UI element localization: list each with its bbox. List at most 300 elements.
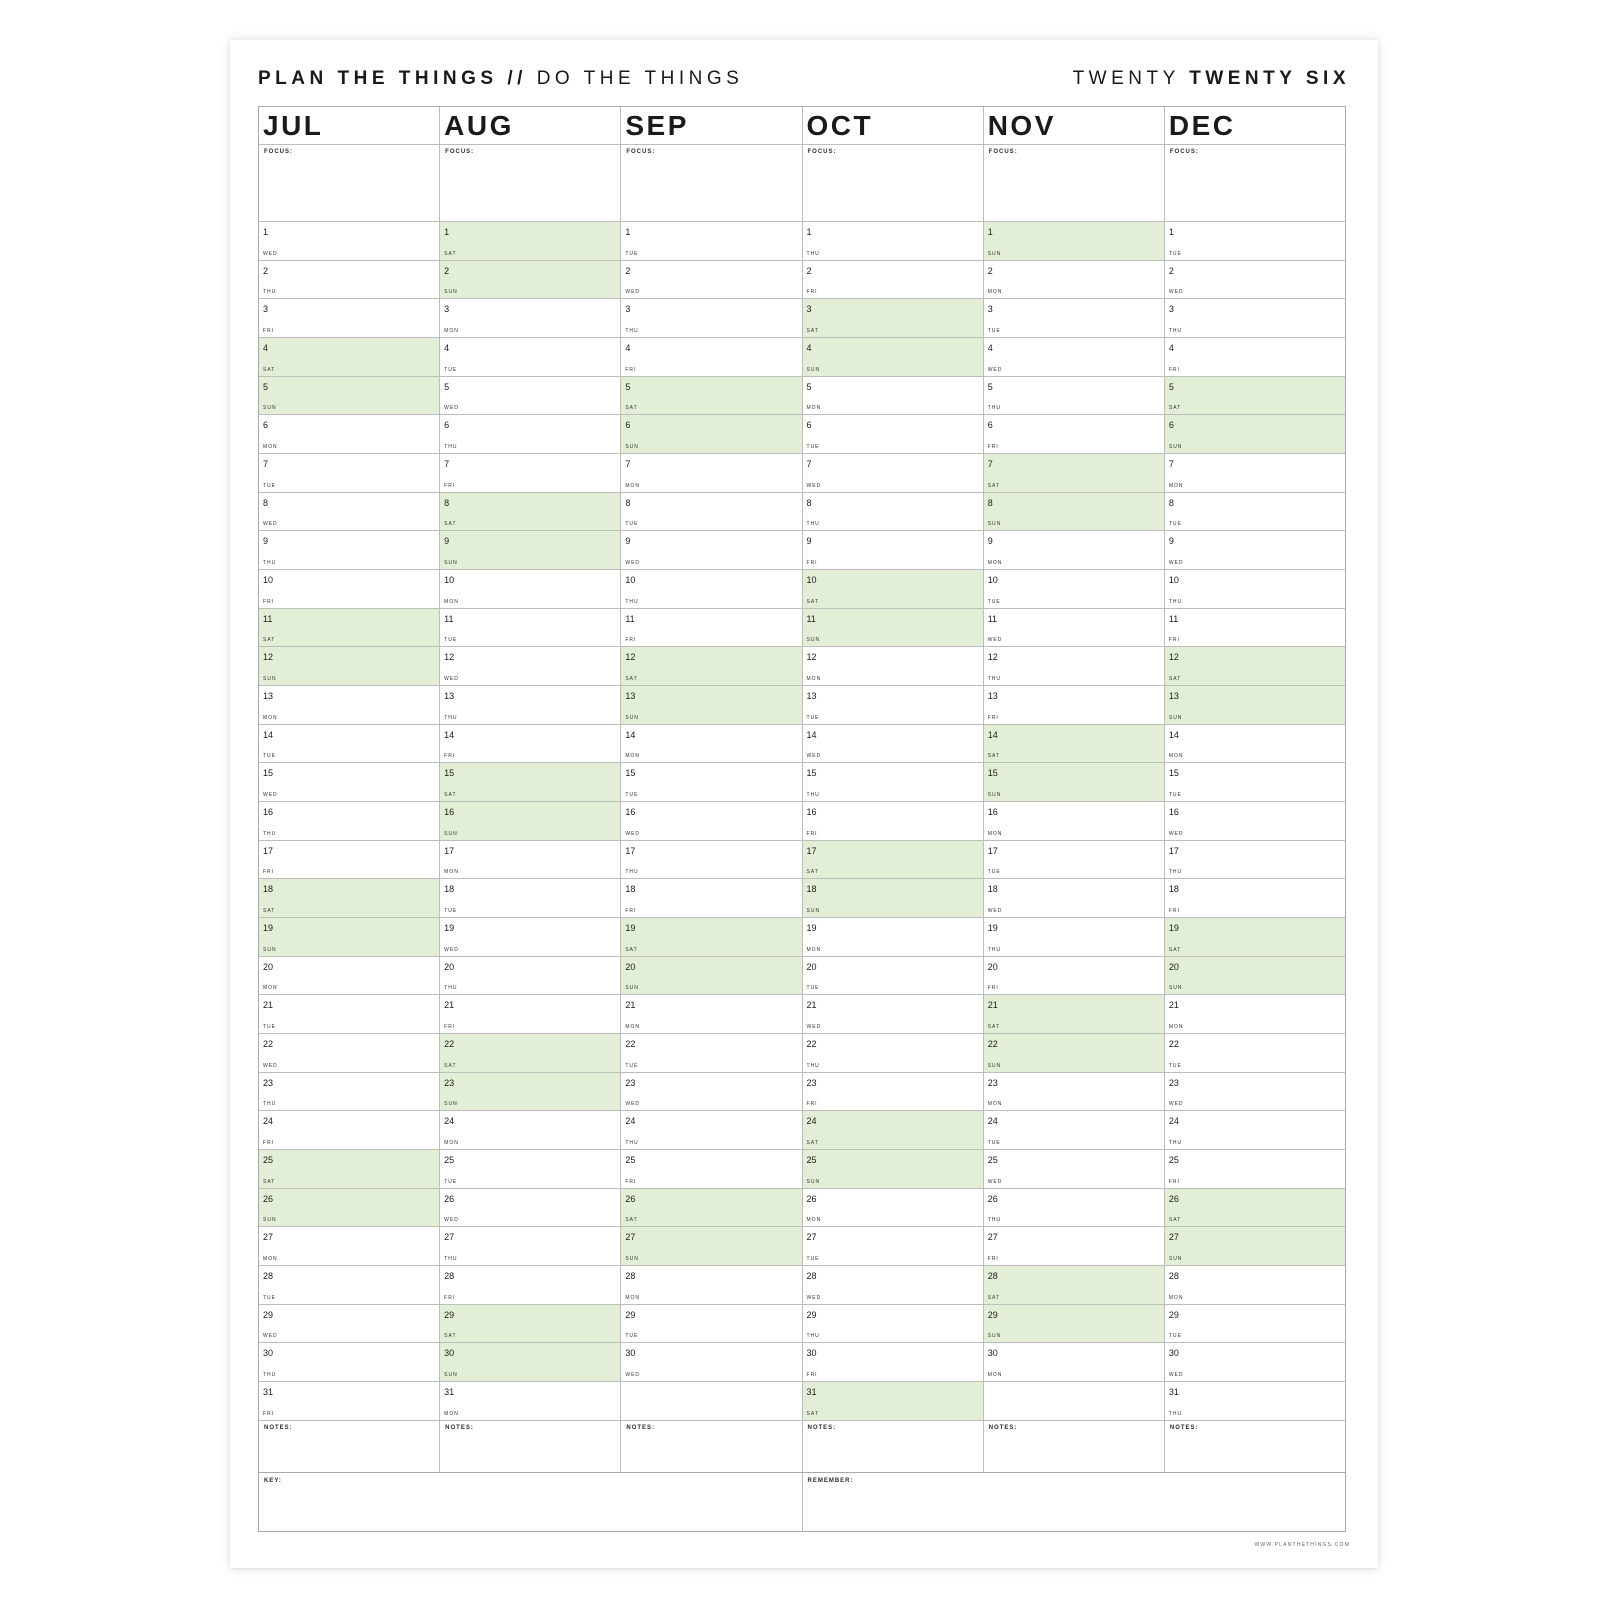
day-cell [259,879,439,918]
day-cell [803,1073,983,1112]
day-cell [259,1111,439,1150]
weekday-name: MON [625,753,641,760]
day-number: 30 [987,1348,998,1359]
day-cell [259,1305,439,1344]
day-cell [440,1150,620,1189]
day-number: 8 [263,497,269,508]
weekday-name: THU [1168,1410,1183,1417]
day-number: 31 [444,1387,455,1398]
weekday-name: SUN [987,250,1002,257]
weekday-name: TUE [1168,1333,1182,1340]
day-number: 28 [625,1271,636,1282]
weekday-name: MON [625,1294,641,1301]
tagline-bold: PLAN THE THINGS // [258,68,527,89]
day-number: 29 [625,1309,636,1320]
day-cell [440,1111,620,1150]
day-cell [984,1111,1164,1150]
focus-label: FOCUS: [626,149,656,155]
day-cell [803,995,983,1034]
weekday-name: THU [444,714,458,721]
empty-day-cell [984,1382,1164,1420]
day-cell [1165,493,1345,532]
day-number: 19 [987,923,998,934]
day-number: 27 [1168,1232,1179,1243]
day-cell [440,570,620,609]
day-number: 6 [444,420,450,431]
day-cell [259,647,439,686]
day-number: 30 [806,1348,817,1359]
day-number: 6 [987,420,993,431]
day-number: 17 [806,845,817,856]
day-cell [259,222,439,261]
day-number: 12 [806,652,817,663]
day-cell [440,1189,620,1228]
day-number: 26 [263,1193,274,1204]
day-number: 10 [444,575,455,586]
day-number: 21 [1168,1000,1179,1011]
weekday-name: FRI [1168,366,1180,373]
day-cell [621,686,801,725]
day-cell [984,918,1164,957]
focus-box [440,145,621,221]
weekday-name: THU [806,521,820,528]
day-cell [1165,879,1345,918]
day-number: 13 [444,691,455,702]
focus-label: FOCUS: [807,149,837,155]
weekday-name: WED [1168,560,1184,567]
day-cell [1165,1034,1345,1073]
day-cell [440,377,620,416]
weekday-name: FRI [1168,908,1180,915]
weekday-name: MON [806,405,822,412]
weekday-name: THU [987,405,1001,412]
weekday-name: WED [263,250,278,257]
day-cell [984,647,1164,686]
weekday-name: SUN [806,908,821,915]
day-cell [259,570,439,609]
focus-box [1165,145,1345,221]
day-number: 15 [444,768,455,779]
day-cell [440,1034,620,1073]
day-number: 31 [263,1387,274,1398]
weekday-name: MON [987,560,1003,567]
month-name: DEC [1168,110,1236,141]
day-cell [1165,995,1345,1034]
day-number: 20 [263,961,274,972]
weekday-name: TUE [806,444,820,451]
day-cell [803,222,983,261]
day-number: 22 [806,1039,817,1050]
day-number: 24 [987,1116,998,1127]
day-cell [803,531,983,570]
weekday-name: THU [1168,869,1183,876]
weekday-name: TUE [263,482,276,489]
day-number: 19 [444,923,455,934]
day-number: 19 [625,923,636,934]
day-cell [803,609,983,648]
weekday-name: MON [263,1256,278,1263]
day-number: 12 [1168,652,1179,663]
day-cell [984,763,1164,802]
day-cell [803,415,983,454]
weekday-name: FRI [1168,1178,1180,1185]
day-cell [984,570,1164,609]
day-cell [803,647,983,686]
month-day-column [1165,222,1345,1420]
day-cell [803,261,983,300]
weekday-name: THU [806,250,820,257]
day-number: 21 [987,1000,998,1011]
day-number: 25 [444,1155,455,1166]
weekday-name: SAT [1168,676,1182,683]
day-cell [621,647,801,686]
month-name: AUG [440,107,621,144]
weekday-name: WED [625,830,641,837]
day-cell [259,1073,439,1112]
day-number: 26 [1168,1193,1179,1204]
day-cell [1165,1305,1345,1344]
tagline [258,68,743,90]
day-cell [803,841,983,880]
weekday-name: SAT [987,482,1001,489]
weekday-name: FRI [806,830,818,837]
day-number: 30 [625,1348,636,1359]
day-number: 4 [263,343,269,354]
day-number: 26 [806,1193,817,1204]
weekday-name: FRI [987,1256,999,1263]
notes-box [440,1421,621,1472]
weekday-name: MON [444,1410,459,1417]
weekday-name: WED [625,1101,641,1108]
day-number: 30 [1168,1348,1179,1359]
day-cell [1165,609,1345,648]
weekday-name: TUE [1168,250,1182,257]
day-number: 23 [263,1077,274,1088]
weekday-name: WED [444,676,459,683]
day-number: 19 [1168,923,1179,934]
month-day-column [984,222,1165,1420]
day-cell [1165,1150,1345,1189]
weekday-name: THU [263,1372,277,1379]
notes-label: NOTES: [626,1425,656,1431]
days-area [259,222,1345,1421]
day-number: 10 [263,575,274,586]
weekday-name: THU [263,560,277,567]
weekday-name: FRI [444,1024,456,1031]
day-cell [1165,1073,1345,1112]
calendar-grid [258,106,1346,1532]
weekday-name: MON [806,676,822,683]
day-number: 16 [444,807,455,818]
weekday-name: SUN [987,1333,1002,1340]
weekday-name: MON [625,1024,641,1031]
day-number: 17 [263,845,274,856]
day-cell [803,686,983,725]
weekday-name: SUN [444,560,458,567]
day-cell [440,647,620,686]
day-number: 15 [625,768,636,779]
weekday-name: SUN [1168,985,1183,992]
day-number: 16 [987,807,998,818]
weekday-name: FRI [625,637,637,644]
day-number: 30 [444,1348,455,1359]
day-number: 11 [444,613,454,624]
weekday-name: WED [625,289,641,296]
day-number: 9 [625,536,631,547]
day-number: 15 [1168,768,1179,779]
weekday-name: SAT [1168,405,1182,412]
weekday-name: TUE [263,753,276,760]
day-number: 21 [625,1000,636,1011]
day-cell [984,299,1164,338]
day-number: 12 [987,652,998,663]
day-cell [1165,686,1345,725]
day-number: 7 [625,459,631,470]
day-cell [1165,725,1345,764]
day-cell [984,841,1164,880]
weekday-name: TUE [987,328,1001,335]
weekday-name: SUN [625,985,639,992]
weekday-name: TUE [625,1333,639,1340]
day-cell [984,1305,1164,1344]
year-title [1073,68,1350,90]
weekday-name: TUE [625,792,639,799]
day-number: 2 [263,265,269,276]
year-title-light: TWENTY [1072,68,1180,89]
weekday-name: MON [444,328,459,335]
weekday-name: WED [444,946,459,953]
day-number: 8 [625,497,631,508]
weekday-name: SAT [444,521,457,528]
weekday-name: THU [987,946,1001,953]
day-number: 11 [625,613,635,624]
key-box [259,1473,803,1531]
day-number: 14 [263,729,274,740]
day-cell [621,802,801,841]
day-cell [440,802,620,841]
day-cell [259,261,439,300]
day-number: 18 [1168,884,1179,895]
month-name: OCT [803,107,984,144]
weekday-name: SUN [625,444,639,451]
day-number: 9 [987,536,993,547]
weekday-name: TUE [806,714,820,721]
weekday-name: MON [806,1217,822,1224]
day-cell [440,531,620,570]
day-cell [1165,918,1345,957]
notes-label: NOTES: [1169,1425,1199,1431]
weekday-name: TUE [1168,521,1182,528]
weekday-name: SAT [1168,946,1182,953]
weekday-name: TUE [987,598,1001,605]
weekday-name: THU [1168,328,1183,335]
weekday-name: MON [1168,753,1184,760]
day-cell [984,609,1164,648]
day-number: 24 [263,1116,274,1127]
day-cell [1165,802,1345,841]
day-number: 27 [806,1232,817,1243]
day-number: 18 [444,884,455,895]
weekday-name: SAT [806,598,819,605]
day-number: 12 [444,652,455,663]
weekday-name: WED [806,482,822,489]
weekday-name: THU [625,598,639,605]
weekday-name: SAT [444,792,457,799]
day-number: 23 [806,1077,817,1088]
weekday-name: SAT [444,1333,457,1340]
day-number: 29 [1168,1309,1179,1320]
day-cell [984,493,1164,532]
day-number: 22 [263,1039,274,1050]
day-number: 12 [263,652,274,663]
day-cell [984,1343,1164,1382]
day-cell [440,261,620,300]
weekday-name: SAT [806,328,819,335]
day-cell [621,1111,801,1150]
day-number: 10 [625,575,636,586]
day-cell [440,1382,620,1420]
day-number: 7 [1168,459,1174,470]
focus-label: FOCUS: [264,149,293,155]
weekday-name: SAT [806,1410,819,1417]
day-cell [621,725,801,764]
day-number: 8 [987,497,993,508]
planner-sheet [230,40,1378,1568]
day-number: 29 [263,1309,274,1320]
weekday-name: FRI [444,482,456,489]
day-number: 15 [263,768,274,779]
day-number: 14 [625,729,636,740]
day-number: 1 [806,227,812,237]
day-cell [259,377,439,416]
day-number: 3 [263,304,269,315]
weekday-name: TUE [444,366,458,373]
notes-box [259,1421,440,1472]
day-cell [621,763,801,802]
day-number: 2 [806,265,812,276]
weekday-name: WED [444,1217,459,1224]
weekday-name: SUN [263,676,277,683]
day-number: 16 [625,807,636,818]
day-cell [621,1305,801,1344]
day-number: 28 [444,1271,455,1282]
weekday-name: FRI [987,444,999,451]
day-cell [1165,841,1345,880]
day-cell [259,531,439,570]
day-number: 2 [625,265,631,276]
month-name: SEP [621,107,802,144]
weekday-name: SUN [444,830,458,837]
weekday-name: MON [444,869,459,876]
day-cell [984,261,1164,300]
weekday-name: MON [263,985,278,992]
day-cell [803,1111,983,1150]
day-cell [803,1034,983,1073]
weekday-name: MON [987,1372,1003,1379]
day-cell [440,879,620,918]
day-number: 22 [625,1039,636,1050]
day-cell [803,338,983,377]
day-number: 17 [444,845,455,856]
day-cell [259,686,439,725]
weekday-name: THU [806,792,820,799]
day-cell [440,957,620,996]
weekday-name: TUE [987,1140,1001,1147]
day-cell [984,879,1164,918]
day-number: 17 [987,845,998,856]
day-number: 8 [806,497,812,508]
focus-row [259,145,1345,222]
day-cell [803,454,983,493]
day-number: 3 [444,304,450,315]
day-number: 19 [263,923,274,934]
day-number: 3 [806,304,812,315]
weekday-name: TUE [806,985,820,992]
weekday-name: TUE [263,1294,276,1301]
day-number: 7 [263,459,269,470]
day-cell [259,1189,439,1228]
day-number: 9 [806,536,812,547]
day-number: 28 [1168,1271,1179,1282]
day-number: 24 [1168,1116,1179,1127]
weekday-name: MON [1168,1294,1184,1301]
day-number: 20 [806,961,817,972]
day-cell [259,1150,439,1189]
day-number: 23 [987,1077,998,1088]
day-cell [984,531,1164,570]
day-number: 25 [987,1155,998,1166]
weekday-name: SUN [625,1256,639,1263]
bottom-row [259,1473,1345,1531]
day-number: 16 [263,807,274,818]
day-cell [440,841,620,880]
day-cell [1165,454,1345,493]
day-number: 28 [263,1271,274,1282]
weekday-name: FRI [806,1101,818,1108]
day-cell [984,222,1164,261]
day-number: 10 [987,575,998,586]
day-number: 14 [1168,729,1179,740]
day-number: 21 [806,1000,817,1011]
day-number: 26 [987,1193,998,1204]
day-number: 5 [625,381,631,392]
weekday-name: FRI [263,1140,275,1147]
weekday-name: SAT [806,1140,819,1147]
weekday-name: SUN [987,1062,1002,1069]
day-cell [259,338,439,377]
weekday-name: MON [444,1140,459,1147]
notes-box [1165,1421,1345,1472]
month-day-column [440,222,621,1420]
day-number: 6 [1168,420,1174,431]
day-cell [621,493,801,532]
day-number: 13 [806,691,817,702]
day-number: 21 [263,1000,274,1011]
day-number: 15 [987,768,998,779]
notes-box [621,1421,802,1472]
day-cell [440,415,620,454]
day-cell [984,725,1164,764]
weekday-name: SAT [625,676,638,683]
day-number: 29 [444,1309,455,1320]
day-cell [621,338,801,377]
day-number: 11 [263,613,273,624]
notes-label: NOTES: [264,1425,293,1431]
day-number: 7 [806,459,812,470]
day-cell [1165,1111,1345,1150]
day-number: 6 [806,420,812,431]
day-number: 21 [444,1000,455,1011]
